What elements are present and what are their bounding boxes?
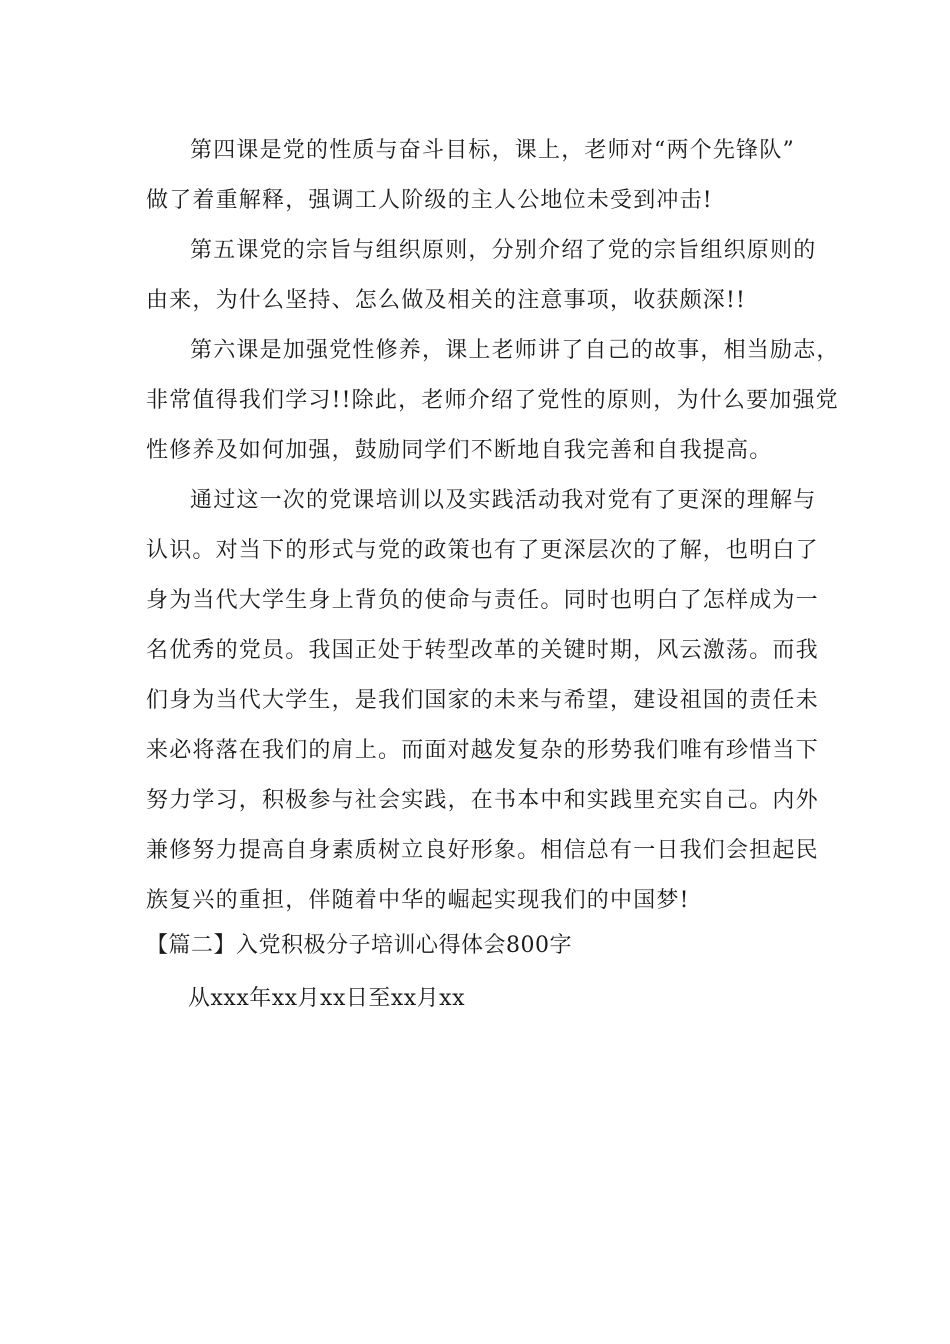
paragraph-line: 通过这一次的党课培训以及实践活动我对党有了更深的理解与 xyxy=(190,488,817,513)
paragraph-line: 性修养及如何加强，鼓励同学们不断地自我完善和自我提高。 xyxy=(146,438,773,463)
paragraph-line: 做了着重解释，强调工人阶级的主人公地位未受到冲击! xyxy=(146,188,713,213)
paragraph-line: 族复兴的重担，伴随着中华的崛起实现我们的中国梦! xyxy=(146,888,690,913)
paragraph-line: 非常值得我们学习!!除此，老师介绍了党性的原则，为什么要加强党 xyxy=(146,388,839,413)
paragraph-line: 名优秀的党员。我国正处于转型改革的关键时期，风云激荡。而我 xyxy=(146,638,819,663)
paragraph-line: 来必将落在我们的肩上。而面对越发复杂的形势我们唯有珍惜当下 xyxy=(146,738,819,763)
paragraph-line: 由来，为什么坚持、怎么做及相关的注意事项，收获颇深!! xyxy=(146,288,747,313)
paragraph-line: 们身为当代大学生，是我们国家的未来与希望，建设祖国的责任未 xyxy=(146,688,819,713)
paragraph-line: 从xxx年xx月xx日至xx月xx xyxy=(188,986,465,1011)
paragraph-line: 第六课是加强党性修养，课上老师讲了自己的故事，相当励志， xyxy=(190,338,840,363)
paragraph-line: 兼修努力提高自身素质树立良好形象。相信总有一日我们会担起民 xyxy=(146,838,819,863)
paragraph-line: 身为当代大学生身上背负的使命与责任。同时也明白了怎样成为一 xyxy=(146,588,819,613)
paragraph-line: 努力学习，积极参与社会实践，在书本中和实践里充实自己。内外 xyxy=(146,788,819,813)
section-heading: 【篇二】入党积极分子培训心得体会800字 xyxy=(146,933,572,958)
paragraph-line: 认识。对当下的形式与党的政策也有了更深层次的了解，也明白了 xyxy=(146,538,819,563)
paragraph-line: 第五课党的宗旨与组织原则，分别介绍了党的宗旨组织原则的 xyxy=(190,238,817,263)
paragraph-line: 第四课是党的性质与奋斗目标，课上，老师对“两个先锋队” xyxy=(190,138,795,163)
